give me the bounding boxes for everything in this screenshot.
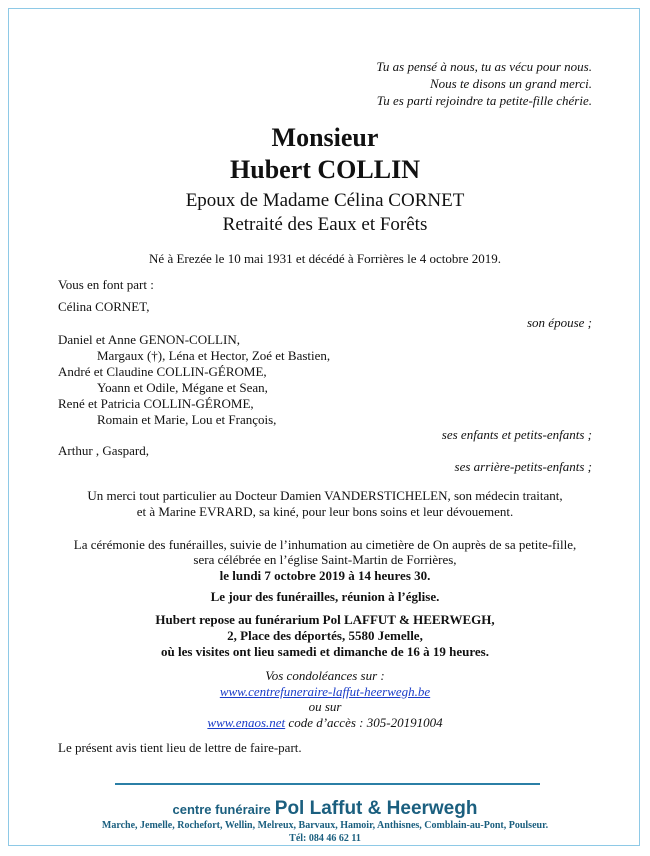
ceremony-line: La cérémonie des funérailles, suivie de l’inhumation au cimetière de On auprès de sa petite-fille, [73, 537, 577, 552]
birth-death-line: Né à Erezée le 10 mai 1931 et décédé à Forrières le 4 octobre 2019. [149, 251, 501, 266]
access-code: code d’accès : 305-20191004 [285, 715, 443, 730]
ceremony-line: sera célébrée en l’église Saint-Martin de Forrières, [193, 552, 457, 567]
condolences-link-enaos[interactable]: www.enaos.net [207, 715, 286, 730]
poem [376, 58, 592, 109]
spouse-label: son épouse ; [527, 315, 592, 330]
children-label: ses enfants et petits-enfants ; [441, 427, 592, 442]
funeral-home-logo [0, 798, 650, 820]
poem-line: Nous te disons un grand merci. [429, 76, 592, 91]
poem-line: Tu es parti rejoindre ta petite-fille chérie. [376, 93, 592, 108]
ceremony-date: le lundi 7 octobre 2019 à 14 heures 30. [219, 568, 431, 583]
footer-divider [115, 783, 540, 785]
thanks-line: et à Marine EVRARD, sa kiné, pour leur bons soins et leur dévouement. [136, 504, 514, 519]
spouse-name: Célina CORNET, [58, 299, 150, 314]
deceased-name: Hubert COLLIN [230, 155, 420, 184]
logo-prefix: centre funéraire [172, 802, 271, 817]
family-grandchildren: Yoann et Odile, Mégane et Sean, [97, 380, 268, 395]
visiting-hours: où les visites ont lieu samedi et dimanche de 16 à 19 heures. [160, 644, 489, 659]
family-child: Daniel et Anne GENON-COLLIN, [58, 332, 240, 347]
funeral-home-address: 2, Place des déportés, 5580 Jemelle, [227, 628, 423, 643]
footer-phone: Tél: 084 46 62 11 [289, 833, 361, 844]
logo-brand: Pol Laffut & Heerwegh [274, 798, 478, 819]
family-child: André et Claudine COLLIN-GÉROME, [58, 364, 267, 379]
family-child: René et Patricia COLLIN-GÉROME, [58, 396, 254, 411]
condolences-link-funeral-home[interactable]: www.centrefuneraire-laffut-heerwegh.be [219, 684, 431, 699]
poem-line: Tu as pensé à nous, tu as vécu pour nous. [376, 59, 592, 74]
profession-line: Retraité des Eaux et Forêts [222, 214, 428, 235]
gathering-note: Le jour des funérailles, réunion à l’église. [210, 589, 440, 604]
condolences-or: ou sur [308, 699, 342, 714]
announcement: Vous en font part : [58, 277, 154, 292]
footer-towns: Marche, Jemelle, Rochefort, Wellin, Melreux, Barvaux, Hamoir, Anthisnes, Comblain-au-Pont, Poulseur. [101, 820, 549, 831]
title-monsieur: Monsieur [271, 123, 379, 152]
thanks-line: Un merci tout particulier au Docteur Damien VANDERSTICHELEN, son médecin traitant, [87, 488, 563, 503]
funeral-home-line: Hubert repose au funérarium Pol LAFFUT & HEERWEGH, [155, 612, 495, 627]
closing-note: Le présent avis tient lieu de lettre de faire-part. [58, 740, 302, 755]
family-grandchildren: Margaux (†), Léna et Hector, Zoé et Bastien, [97, 348, 331, 363]
great-grandchildren: Arthur , Gaspard, [58, 443, 149, 458]
family-grandchildren: Romain et Marie, Lou et François, [97, 412, 277, 427]
condolences-intro: Vos condoléances sur : [265, 668, 385, 683]
great-grandchildren-label: ses arrière-petits-enfants ; [454, 459, 592, 474]
spouse-line: Epoux de Madame Célina CORNET [185, 190, 465, 211]
